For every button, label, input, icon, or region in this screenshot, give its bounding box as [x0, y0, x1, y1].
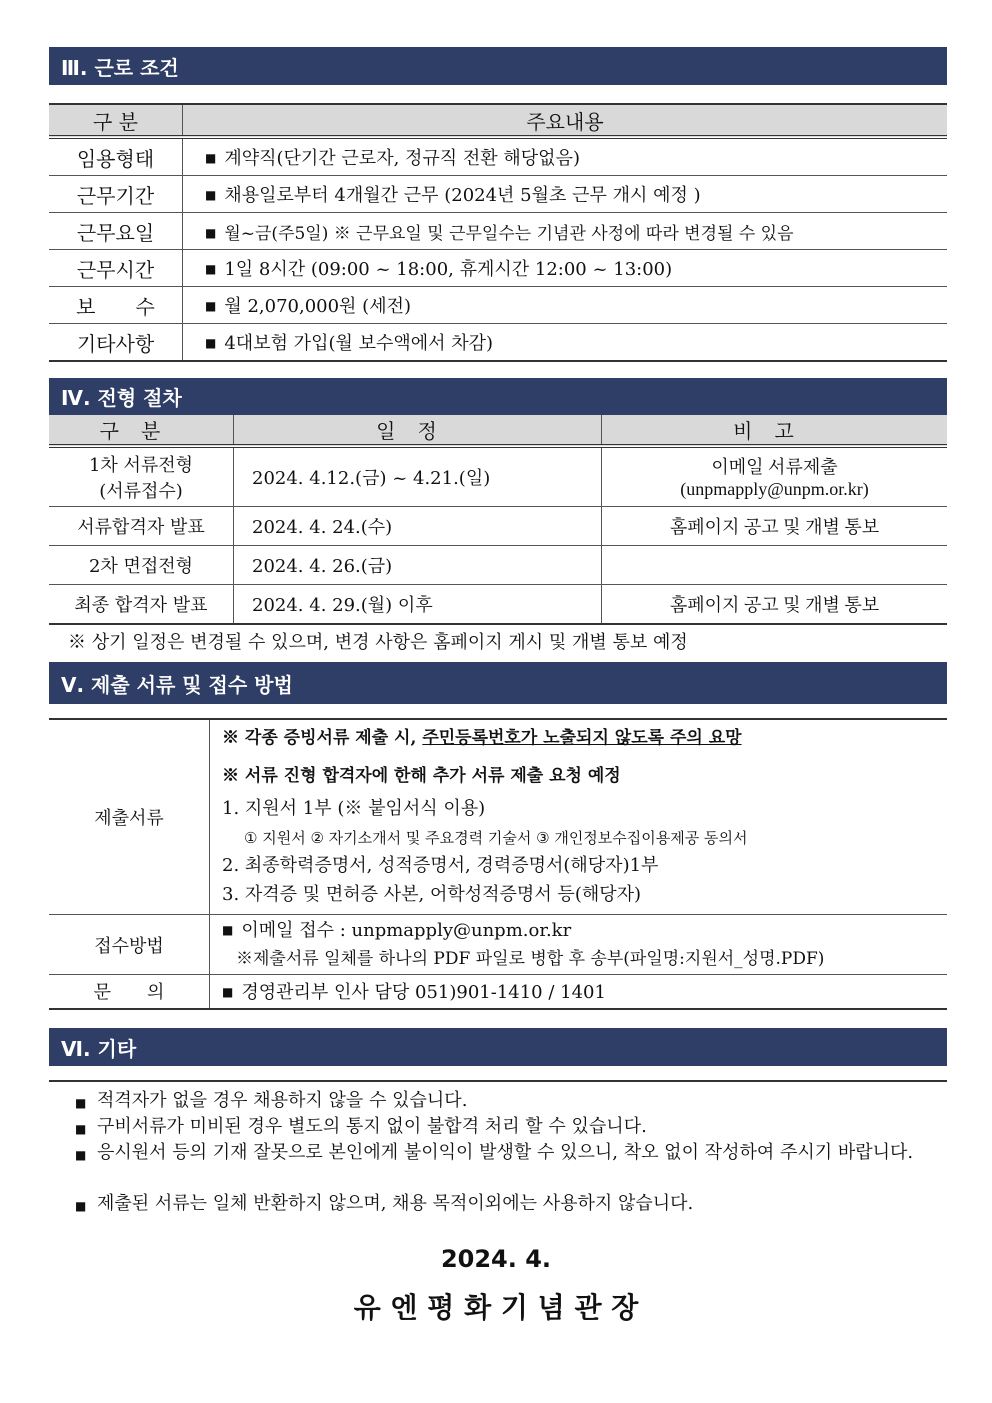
row-value: 계약직(단기간 근로자, 정규직 전환 해당없음)	[224, 148, 580, 169]
footer-organization: 유 엔 평 화 기 념 관 장	[353, 1291, 639, 1324]
stage-date: 2024. 4. 26.(금)	[234, 545, 602, 584]
section-title: Ⅵ. 기타	[61, 1036, 137, 1061]
list-item: ■ 구비서류가 미비된 경우 별도의 통지 없이 불합격 처리 할 수 있습니다.	[75, 1116, 935, 1138]
table-row	[49, 975, 947, 1009]
row-label: 보 수	[49, 287, 183, 324]
table-header-row	[49, 104, 947, 137]
bullet-icon: ■	[205, 336, 217, 350]
stage-remark: 홈페이지 공고 및 개별 통보	[602, 506, 948, 545]
bullet-icon: ■	[75, 1122, 87, 1136]
bullet-icon: ■	[75, 1199, 87, 1213]
header-main-content: 주요내용	[183, 104, 948, 137]
work-conditions-table	[49, 103, 947, 362]
row-label: 근무요일	[49, 213, 183, 250]
stage-name: 2차 면접전형	[49, 545, 234, 584]
table-row	[49, 446, 947, 506]
stage-date: 2024. 4. 29.(월) 이후	[234, 584, 602, 624]
header-category: 구 분	[49, 104, 183, 137]
stage-date: 2024. 4. 24.(수)	[234, 506, 602, 545]
list-item: ■ 응시원서 등의 기재 잘못으로 본인에게 불이익이 발생할 수 있으니, 착오 없이 작성하여 주시기 바랍니다.	[75, 1142, 915, 1164]
section-header-other	[49, 1028, 947, 1066]
section-title: Ⅲ. 근로 조건	[61, 55, 179, 80]
doc-item-2: 2. 최종학력증명서, 성적증명서, 경력증명서(해당자)1부	[222, 855, 659, 876]
bullet-icon: ■	[75, 1148, 87, 1162]
table-row	[49, 213, 947, 250]
notice-underline: 주민등록번호가 노출되지 않도록 주의 요망	[422, 728, 742, 748]
row-value: 1일 8시간 (09:00 ~ 18:00, 휴게시간 12:00 ~ 13:00)	[224, 259, 673, 280]
row-label: 기타사항	[49, 324, 183, 362]
documents-table	[49, 718, 947, 1010]
notice-additional-docs: ※ 서류 진형 합격자에 한해 추가 서류 제출 요청 예정	[222, 766, 621, 786]
section-title: Ⅴ. 제출 서류 및 접수 방법	[61, 672, 293, 697]
header-schedule: 일정	[234, 415, 602, 446]
table-row	[49, 324, 947, 362]
stage-remark-email: (unpmapply@unpm.or.kr)	[680, 479, 869, 500]
table-row	[49, 287, 947, 324]
row-label: 제출서류	[49, 719, 210, 915]
stage-remark	[602, 545, 948, 584]
doc-item-1: 1. 지원서 1부 (※ 붙임서식 이용)	[222, 798, 486, 819]
row-value: 월~금(주5일) ※ 근무요일 및 근무일수는 기념관 사정에 따라 변경될 수 있음	[224, 223, 794, 244]
selection-process-table	[49, 415, 947, 625]
row-label: 임용형태	[49, 137, 183, 176]
section-header-documents	[49, 662, 947, 704]
row-label: 접수방법	[49, 915, 210, 975]
doc-item-1-sub: ① 지원서 ② 자기소개서 및 주요경력 기술서 ③ 개인정보수집이용제공 동의서	[244, 829, 748, 847]
bullet-icon: ■	[75, 1096, 87, 1110]
schedule-note: ※ 상기 일정은 변경될 수 있으며, 변경 사항은 홈페이지 게시 및 개별 통보 예정	[68, 632, 688, 653]
table-row	[49, 915, 947, 975]
footer-date: 2024. 4.	[440, 1245, 552, 1273]
stage-remark: 홈페이지 공고 및 개별 통보	[602, 584, 948, 624]
table-row	[49, 250, 947, 287]
table-header-row	[49, 415, 947, 446]
bullet-icon: ■	[222, 985, 234, 1000]
stage-name: 최종 합격자 발표	[49, 584, 234, 624]
doc-item-3: 3. 자격증 및 면허증 사본, 어학성적증명서 등(해당자)	[222, 884, 642, 905]
table-row	[49, 545, 947, 584]
bullet-icon: ■	[205, 262, 217, 276]
row-label: 문 의	[49, 975, 210, 1009]
bullet-icon: ■	[205, 225, 217, 240]
list-item: ■ 제출된 서류는 일체 반환하지 않으며, 채용 목적이외에는 사용하지 않습니다.	[75, 1193, 935, 1215]
section-header-work-conditions	[49, 47, 947, 85]
stage-date: 2024. 4.12.(금) ~ 4.21.(일)	[234, 446, 602, 506]
table-row	[49, 176, 947, 213]
table-row	[49, 719, 947, 915]
row-value: 채용일로부터 4개월간 근무 (2024년 5월초 근무 개시 예정 )	[224, 185, 701, 206]
bullet-icon: ■	[205, 151, 217, 165]
stage-name: 1차 서류전형	[88, 454, 194, 476]
bullet-icon: ■	[222, 922, 234, 937]
row-value: 4대보험 가입(월 보수액에서 차감)	[224, 333, 494, 354]
stage-remark: 이메일 서류제출	[711, 457, 838, 478]
section-title: Ⅳ. 전형 절차	[61, 386, 182, 410]
table-row	[49, 506, 947, 545]
header-category: 구분	[49, 415, 234, 446]
method-email: 이메일 접수 : unpmapply@unpm.or.kr	[241, 919, 572, 941]
bullet-icon: ■	[205, 299, 217, 313]
stage-sub: (서류접수)	[99, 480, 183, 502]
notice-prefix: ※ 각종 증빙서류 제출 시,	[222, 728, 423, 748]
row-label: 근무기간	[49, 176, 183, 213]
header-remarks: 비고	[602, 415, 948, 446]
method-note: ※제출서류 일체를 하나의 PDF 파일로 병합 후 송부(파일명:지원서_성명.PDF)	[236, 948, 825, 969]
row-label: 근무시간	[49, 250, 183, 287]
stage-name: 서류합격자 발표	[49, 506, 234, 545]
row-value: 월 2,070,000원 (세전)	[224, 296, 411, 317]
inquiry-contact: 경영관리부 인사 담당 051)901-1410 / 1401	[241, 982, 606, 1004]
divider	[49, 1080, 947, 1082]
notice-id-number	[222, 722, 947, 754]
table-row	[49, 584, 947, 624]
bullet-icon: ■	[205, 188, 217, 202]
section-header-selection-process	[49, 378, 947, 415]
list-item: ■ 적격자가 없을 경우 채용하지 않을 수 있습니다.	[75, 1090, 935, 1112]
table-row	[49, 137, 947, 176]
